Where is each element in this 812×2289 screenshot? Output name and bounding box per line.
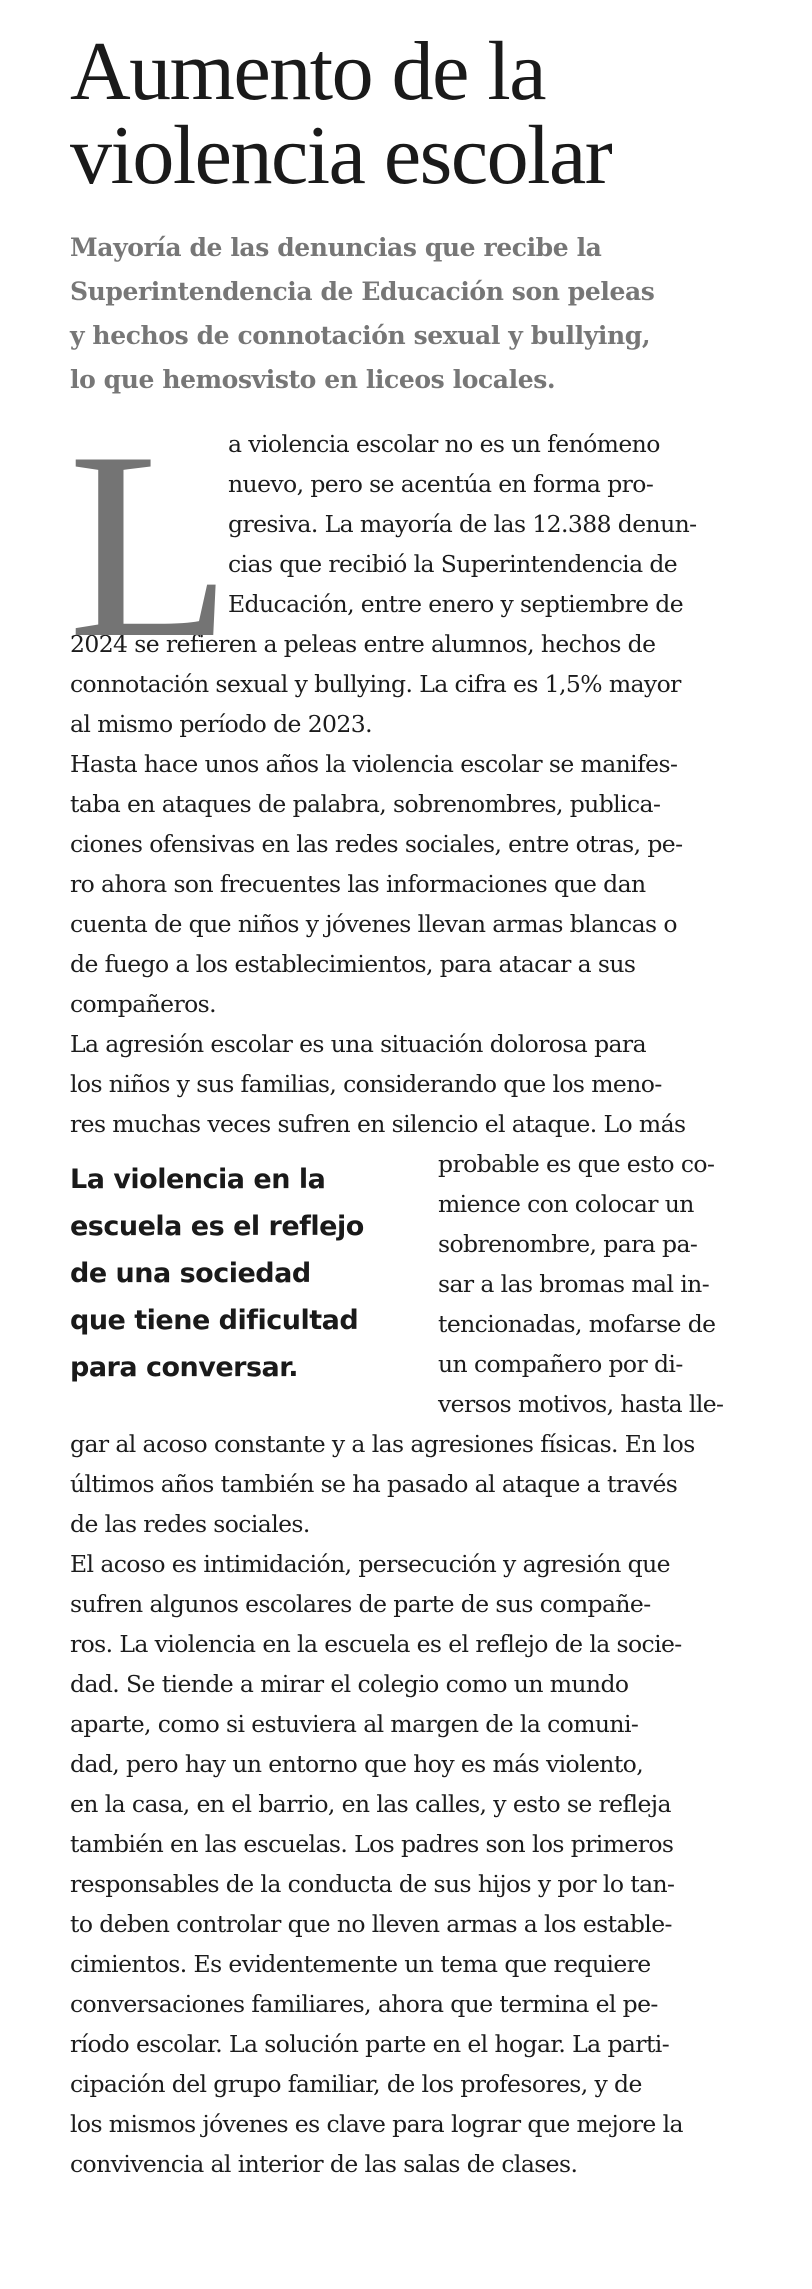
body-line: un compañero por di-: [438, 1350, 683, 1378]
headline-line: violencia escolar: [70, 109, 612, 202]
body-line: responsables de la conducta de sus hijos y por lo tan-: [70, 1870, 675, 1898]
body-line: sar a las bromas mal in-: [438, 1270, 710, 1298]
subhead-line: lo que hemosvisto en liceos locales.: [70, 365, 556, 394]
body-line: cias que recibió la Superintendencia de: [228, 550, 678, 578]
narrow-column: [438, 1144, 715, 1384]
headline: [70, 25, 758, 202]
pull-quote-line: escuela es el reflejo: [70, 1211, 364, 1242]
body-line: los mismos jóvenes es clave para lograr que mejore la: [70, 2110, 683, 2138]
headline-line: Aumento de la: [70, 25, 546, 118]
body-line: dad. Se tiende a mirar el colegio como un mundo: [70, 1670, 629, 1698]
body-line: dad, pero hay un entorno que hoy es más violento,: [70, 1750, 644, 1778]
pull-quote-line: de una sociedad: [70, 1258, 311, 1289]
body-line: compañeros.: [70, 990, 217, 1018]
body-line: Educación, entre enero y septiembre de: [228, 590, 684, 618]
body-line: a violencia escolar no es un fenómeno: [228, 430, 660, 458]
pull-quote: [70, 1156, 410, 1391]
body-line: de las redes sociales.: [70, 1510, 310, 1538]
body-line: al mismo período de 2023.: [70, 710, 372, 738]
paragraph-intro: [68, 396, 758, 744]
body-line: ríodo escolar. La solución parte en el hogar. La parti-: [70, 2030, 670, 2058]
body-line: en la casa, en el barrio, en las calles, y esto se refleja: [70, 1790, 671, 1818]
body-line: tencionadas, mofarse de: [438, 1310, 716, 1338]
subhead-line: Superintendencia de Educación son peleas: [70, 277, 655, 306]
body-line: El acoso es intimidación, persecución y agresión que: [70, 1550, 670, 1578]
body-line: gar al acoso constante y a las agresiones físicas. En los: [70, 1430, 695, 1458]
drop-cap: L: [68, 396, 232, 693]
body-line: cipación del grupo familiar, de los profesores, y de: [70, 2070, 642, 2098]
body-line: conversaciones familiares, ahora que termina el pe-: [70, 1990, 658, 2018]
body-line: sobrenombre, para pa-: [438, 1230, 698, 1258]
body-line: La agresión escolar es una situación dolorosa para: [70, 1030, 646, 1058]
pull-quote-section: [70, 1144, 758, 1384]
body-line: connotación sexual y bullying. La cifra es 1,5% mayor: [70, 670, 681, 698]
body-line: taba en ataques de palabra, sobrenombres, publica-: [70, 790, 661, 818]
pull-quote-line: que tiene dificultad: [70, 1305, 359, 1336]
body-line: ciones ofensivas en las redes sociales, entre otras, pe-: [70, 830, 683, 858]
body-line: cimientos. Es evidentemente un tema que requiere: [70, 1950, 651, 1978]
subhead-line: y hechos de connotación sexual y bullying,: [70, 321, 651, 350]
article-body: [68, 396, 758, 2184]
body-line: ros. La violencia en la escuela es el reflejo de la socie-: [70, 1630, 682, 1658]
paragraph-3: [70, 1024, 758, 1544]
body-line: aparte, como si estuviera al margen de la comuni-: [70, 1710, 639, 1738]
body-line: de fuego a los establecimientos, para atacar a sus: [70, 950, 636, 978]
subheadline: [70, 226, 758, 402]
body-line: Hasta hace unos años la violencia escolar se manifes-: [70, 750, 678, 778]
body-line: ro ahora son frecuentes las informaciones que dan: [70, 870, 646, 898]
subhead-line: Mayoría de las denuncias que recibe la: [70, 233, 602, 262]
body-line: convivencia al interior de las salas de clases.: [70, 2150, 578, 2178]
pull-quote-line: La violencia en la: [70, 1164, 326, 1195]
body-line: to deben controlar que no lleven armas a los estable-: [70, 1910, 672, 1938]
body-line: mience con colocar un: [438, 1190, 694, 1218]
paragraph-4: [70, 1544, 758, 2184]
body-line: 2024 se refieren a peleas entre alumnos, hechos de: [70, 630, 656, 658]
body-line: sufren algunos escolares de parte de sus compañe-: [70, 1590, 651, 1618]
body-line: gresiva. La mayoría de las 12.388 denun-: [228, 510, 697, 538]
body-line: últimos años también se ha pasado al ataque a través: [70, 1470, 678, 1498]
body-line: nuevo, pero se acentúa en forma pro-: [228, 470, 654, 498]
paragraph-2: [70, 744, 758, 1024]
body-line: versos motivos, hasta lle-: [438, 1390, 724, 1418]
body-line: probable es que esto co-: [438, 1150, 715, 1178]
body-line: los niños y sus familias, considerando que los meno-: [70, 1070, 662, 1098]
body-line: cuenta de que niños y jóvenes llevan armas blancas o: [70, 910, 677, 938]
body-line: también en las escuelas. Los padres son los primeros: [70, 1830, 674, 1858]
body-line: res muchas veces sufren en silencio el ataque. Lo más: [70, 1110, 686, 1138]
pull-quote-line: para conversar.: [70, 1352, 298, 1383]
